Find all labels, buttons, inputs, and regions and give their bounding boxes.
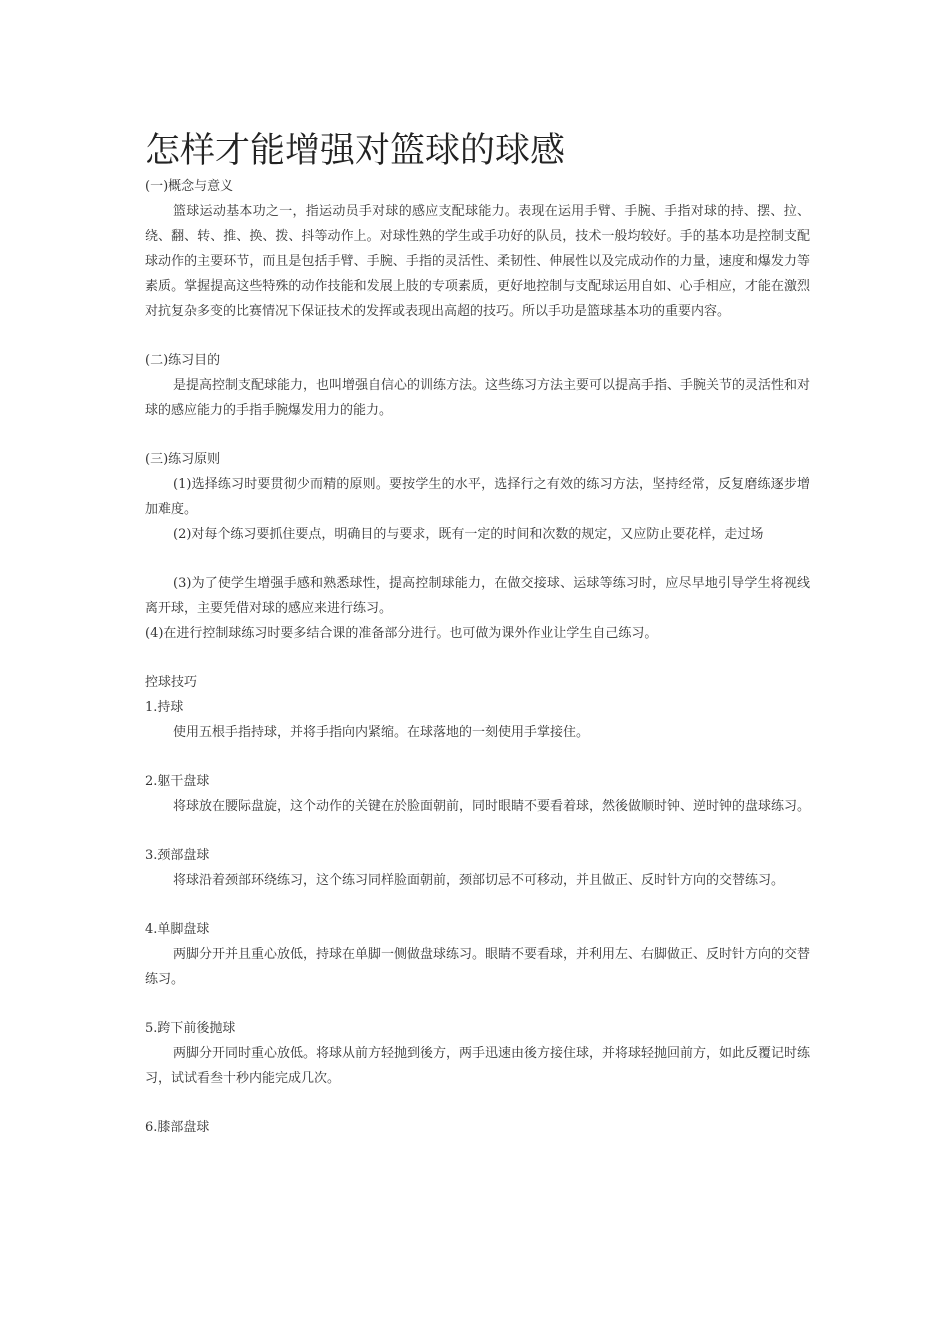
skill-4-title: 4.单脚盘球 bbox=[145, 922, 210, 937]
skill-3-desc: 将球沿着颈部环绕练习，这个练习同样脸面朝前，颈部切忌不可移动，并且做正、反时针方向的交替练习。 bbox=[173, 873, 785, 888]
skill-1-title: 1.持球 bbox=[145, 700, 184, 715]
skill-3-title: 3.颈部盘球 bbox=[145, 848, 210, 863]
principle-2: (2)对每个练习要抓住要点，明确目的与要求，既有一定的时间和次数的规定，又应防止要花样，走过场 bbox=[173, 527, 764, 542]
skill-5-title: 5.跨下前後抛球 bbox=[145, 1021, 236, 1036]
document-body bbox=[145, 128, 810, 1140]
principle-1: (1)选择练习时要贯彻少而精的原则。要按学生的水平，选择行之有效的练习方法，坚持经常，反复磨练逐步增加难度。 bbox=[145, 477, 810, 517]
skill-1-desc: 使用五根手指持球，并将手指向内紧缩。在球落地的一刻使用手掌接住。 bbox=[173, 725, 590, 740]
page-title: 怎样才能增强对篮球的球感 bbox=[145, 131, 566, 171]
skill-6-title: 6.膝部盘球 bbox=[145, 1120, 210, 1135]
skills-heading: 控球技巧 bbox=[145, 675, 198, 690]
paragraph-purpose: 是提高控制支配球能力，也叫增强自信心的训练方法。这些练习方法主要可以提高手指、手腕关节的灵活性和对球的感应能力的手指手腕爆发用力的能力。 bbox=[145, 378, 811, 418]
principle-3: (3)为了使学生增强手感和熟悉球性，提高控制球能力，在做交接球、运球等练习时，应尽早地引导学生将视线离开球，主要凭借对球的感应来进行练习。 bbox=[145, 576, 810, 616]
section-heading-principles: (三)练习原则 bbox=[145, 452, 221, 467]
skill-4-desc: 两脚分开并且重心放低，持球在单脚一侧做盘球练习。眼睛不要看球，并利用左、右脚做正、反时针方向的交替练习。 bbox=[145, 947, 811, 987]
section-heading-purpose: (二)练习目的 bbox=[145, 353, 221, 368]
skill-5-desc: 两脚分开同时重心放低。将球从前方轻抛到後方，两手迅速由後方接住球，并将球轻抛回前方，如此反覆记时练习，试试看叁十秒内能完成几次。 bbox=[145, 1046, 811, 1086]
skill-2-desc: 将球放在腰际盘旋，这个动作的关键在於脸面朝前，同时眼睛不要看着球，然後做顺时钟、逆时钟的盘球练习。 bbox=[173, 799, 811, 814]
principle-4: (4)在进行控制球练习时要多结合课的准备部分进行。也可做为课外作业让学生自己练习。 bbox=[145, 626, 658, 641]
skill-2-title: 2.躯干盘球 bbox=[145, 774, 210, 789]
section-heading-concept: (一)概念与意义 bbox=[145, 179, 234, 194]
paragraph-concept: 篮球运动基本功之一，指运动员手对球的感应支配球能力。表现在运用手臂、手腕、手指对球的持、摆、拉、绕、翻、转、推、换、拨、抖等动作上。对球性熟的学生或手功好的队员，技术一般均较好。手的基本功是控制支配球动作的主要环节，而且是包括手臂、手腕、手指的灵活性、柔韧性、伸展性以及完成动作的力量，速度和爆发力等素质。掌握提高这些特殊的动作技能和发展上肢的专项素质，更好地控制与支配球运用自如、心手相应，才能在激烈对抗复杂多变的比赛情况下保证技术的发挥或表现出高超的技巧。所以手功是篮球基本功的重要内容。 bbox=[145, 204, 810, 319]
